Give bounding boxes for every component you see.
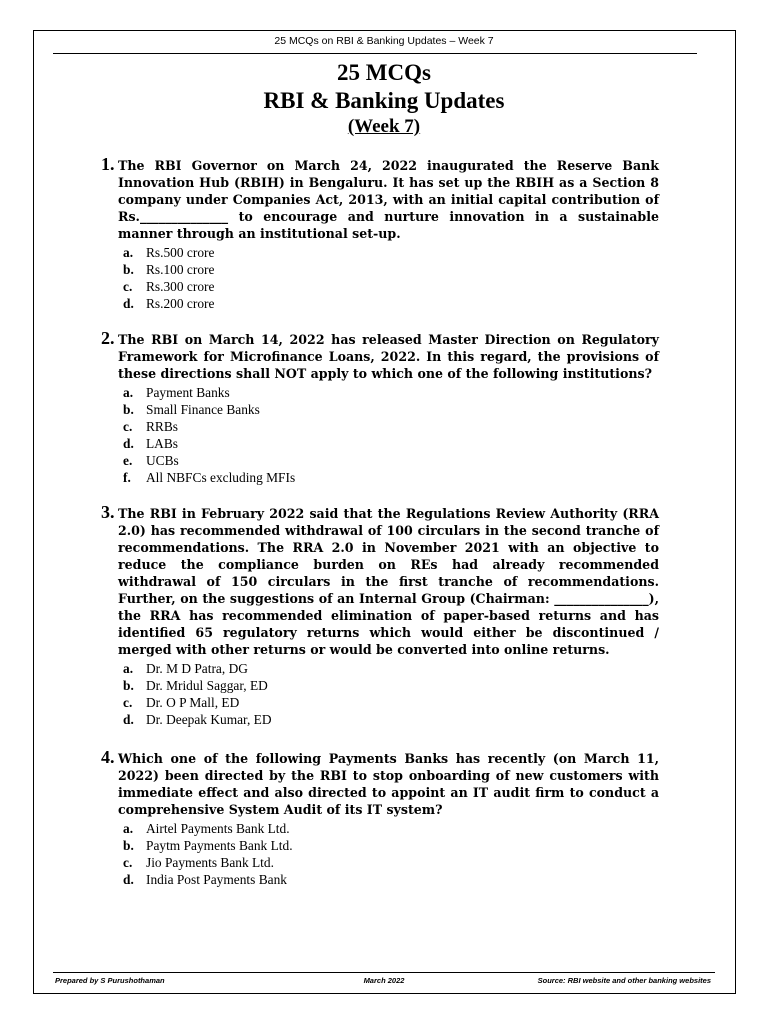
- option-label: c.: [123, 419, 133, 434]
- option-f: [101, 469, 659, 486]
- option-d: [101, 295, 659, 312]
- question-number: 4.: [101, 747, 115, 767]
- option-a: [101, 244, 659, 261]
- options-list: [101, 384, 659, 486]
- question-4: [101, 747, 659, 888]
- footer-author: Prepared by S Purushothaman: [55, 976, 165, 985]
- footer-source: Source: RBI website and other banking websites: [537, 976, 711, 985]
- question-number: 1.: [101, 154, 115, 174]
- options-list: [101, 244, 659, 312]
- option-label: e.: [123, 453, 133, 468]
- footer-rule: [53, 972, 715, 973]
- option-text: Dr. O P Mall, ED: [146, 695, 240, 710]
- option-label: d.: [123, 436, 134, 451]
- question-number: 3.: [101, 502, 115, 522]
- question-text: The RBI in February 2022 said that the Regulations Review Authority (RRA 2.0) has recommended withdrawal of 100 circulars in the second tranche of recommendations. The RRA 2.0 in November 2021 with an objective to reduce the compliance burden on REs had already recommended withdrawal of 150 circulars in the first tranche of recommendations. Further, on the suggestions of an Internal Group (Chairman: _______________), the RRA has recommended elimination of paper-based returns and has identified 65 regulatory returns which would either be discontinued / merged with other returns or would be converted into online returns.: [118, 506, 659, 657]
- option-text: Rs.200 crore: [146, 296, 215, 311]
- option-label: c.: [123, 279, 133, 294]
- option-text: Jio Payments Bank Ltd.: [146, 855, 274, 870]
- option-c: [101, 418, 659, 435]
- option-d: [101, 711, 659, 728]
- week-label: (Week 7): [347, 116, 421, 137]
- option-text: Rs.300 crore: [146, 279, 215, 294]
- option-e: [101, 452, 659, 469]
- option-b: [101, 401, 659, 418]
- option-text: UCBs: [146, 453, 179, 468]
- option-label: d.: [123, 712, 134, 727]
- option-text: India Post Payments Bank: [146, 872, 287, 887]
- question-text: The RBI on March 14, 2022 has released Master Direction on Regulatory Framework for Microfinance Loans, 2022. In this regard, the provisions of these directions shall NOT apply to which one of the following institutions?: [118, 332, 659, 381]
- option-label: c.: [123, 695, 133, 710]
- option-text: Dr. M D Patra, DG: [146, 661, 248, 676]
- option-label: a.: [123, 245, 134, 260]
- option-text: RRBs: [146, 419, 179, 434]
- running-header: 25 MCQs on RBI & Banking Updates – Week 7: [274, 35, 494, 47]
- option-label: b.: [123, 838, 134, 853]
- option-a: [101, 820, 659, 837]
- option-b: [101, 837, 659, 854]
- option-a: [101, 384, 659, 401]
- option-label: a.: [123, 661, 134, 676]
- options-list: [101, 820, 659, 888]
- option-label: a.: [123, 385, 134, 400]
- option-text: Dr. Deepak Kumar, ED: [146, 712, 272, 727]
- question-text: The RBI Governor on March 24, 2022 inaugurated the Reserve Bank Innovation Hub (RBIH) in Bengaluru. It has set up the RBIH as a Section 8 company under Companies Act, 2013, with an initial capital contribution of Rs.______________ to encourage and nurture innovation in a sustainable manner through an institutional set-up.: [118, 158, 659, 241]
- option-label: d.: [123, 872, 134, 887]
- header-rule: [53, 53, 697, 54]
- option-b: [101, 261, 659, 278]
- option-c: [101, 278, 659, 295]
- option-a: [101, 660, 659, 677]
- option-text: Airtel Payments Bank Ltd.: [146, 821, 290, 836]
- page-title: 25 MCQs: [337, 60, 431, 85]
- option-label: d.: [123, 296, 134, 311]
- question-number: 2.: [101, 328, 115, 348]
- option-b: [101, 677, 659, 694]
- option-text: Payment Banks: [146, 385, 230, 400]
- option-c: [101, 694, 659, 711]
- option-text: Rs.500 crore: [146, 245, 215, 260]
- question-1: [101, 154, 659, 312]
- option-label: b.: [123, 262, 134, 277]
- footer-date: March 2022: [363, 976, 405, 985]
- option-text: Dr. Mridul Saggar, ED: [146, 678, 268, 693]
- option-text: LABs: [146, 436, 178, 451]
- question-3: [101, 502, 659, 728]
- option-d: [101, 435, 659, 452]
- option-text: All NBFCs excluding MFIs: [146, 470, 296, 485]
- option-c: [101, 854, 659, 871]
- option-label: a.: [123, 821, 134, 836]
- question-text: Which one of the following Payments Banks has recently (on March 11, 2022) been directed by the RBI to stop onboarding of new customers with immediate effect and also directed to appoint an IT audit firm to conduct a comprehensive System Audit of its IT system?: [118, 751, 659, 817]
- option-text: Rs.100 crore: [146, 262, 215, 277]
- option-label: b.: [123, 402, 134, 417]
- question-2: [101, 328, 659, 486]
- option-label: b.: [123, 678, 134, 693]
- option-label: f.: [123, 470, 131, 485]
- option-text: Paytm Payments Bank Ltd.: [146, 838, 293, 853]
- option-d: [101, 871, 659, 888]
- option-label: c.: [123, 855, 133, 870]
- page-subtitle: RBI & Banking Updates: [263, 88, 505, 113]
- option-text: Small Finance Banks: [146, 402, 260, 417]
- options-list: [101, 660, 659, 728]
